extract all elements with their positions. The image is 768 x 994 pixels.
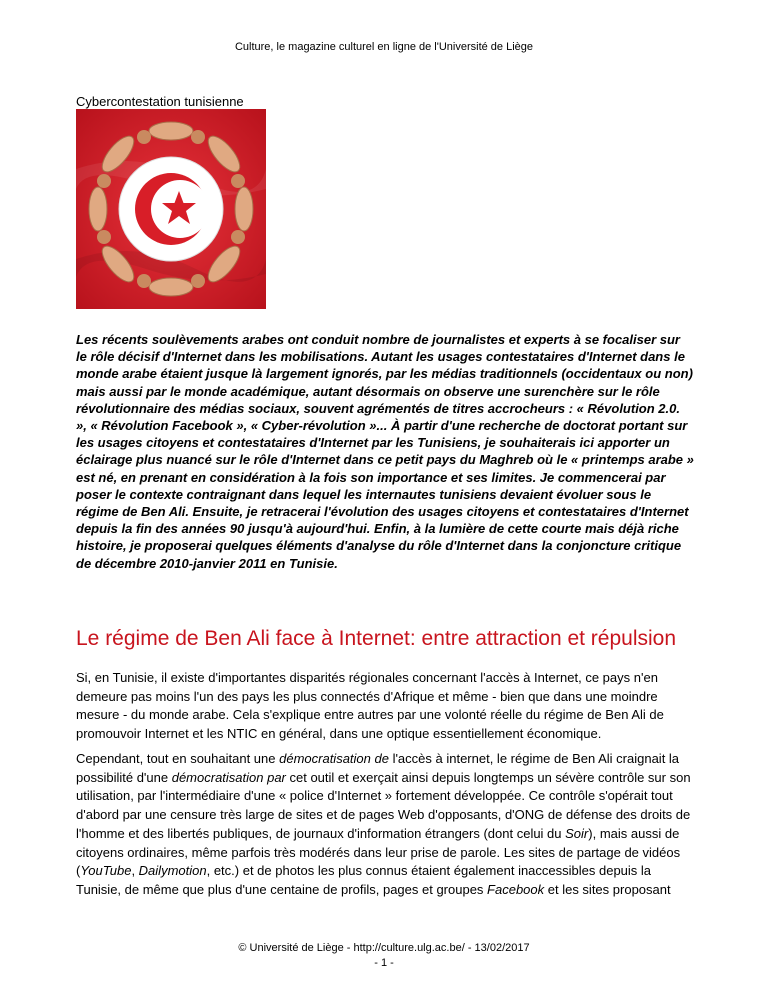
page-footer [0, 941, 768, 970]
p2-emphasis-democratisation-de: démocratisation de [279, 751, 389, 766]
section-heading: Le régime de Ben Ali face à Internet: entre attraction et répulsion [76, 627, 677, 650]
p2-text-e: cet outil et exerçait ainsi depuis longtemps un sévère contrôle sur son utilisation, par l'intermédiaire d'une « police d'Internet » fortement développée. Ce contrôle s'opérait tout d'abord par une censure très large de sites et de pages Web d'opposants, d'ONG de défense des droits de l'homme et des libertés publiques, de journaux d'information étrangers (dont celui du [76, 769, 691, 841]
flag-illustration [76, 109, 266, 309]
footer-page-number: - 1 - [374, 956, 394, 969]
p2-emphasis-youtube: YouTube [80, 863, 132, 879]
p2-emphasis-democratisation-par: démocratisation par [171, 769, 286, 785]
p2-text-k: , etc.) et de photos les plus connus étaient également inaccessibles depuis la Tunisie, de même que plus d'une centaine de profils, pages et groupes [76, 863, 652, 897]
page-header: Culture, le magazine culturel en ligne de l'Université de Liège [234, 41, 534, 53]
p2-text-m: et les sites proposant [544, 881, 671, 897]
p2-text-c: l'accès à internet, le régime de Ben Ali craignait la possibilité d'une [76, 751, 680, 785]
p2-emphasis-dailymotion: Dailymotion [138, 863, 207, 879]
document-title: Cybercontestation tunisienne [76, 94, 244, 109]
tunisia-flag-hands-image [76, 109, 266, 309]
intro-paragraph: Les récents soulèvements arabes ont conduit nombre de journalistes et experts à se focaliser sur le rôle décisif d'Internet dans les mobilisations. Autant les usages contestataires d'Internet dans le monde arabe étaient jusque là largement ignorés, par les médias traditionnels (occidentaux ou non) mais aussi par le monde académique, autant désormais on observe une surenchère sur le rôle révolutionnaire des médias sociaux, souvent agrémentés de titres accrocheurs : « Révolution 2.0. », « Révolution Facebook », « Cyber-révolution »... À partir d'une recherche de doctorat portant sur les usages citoyens et contestataires d'Internet par les Tunisiens, je souhaiterais ici apporter un éclairage plus nuancé sur le rôle d'Internet dans ce petit pays du Maghreb où le « printemps arabe » est né, en prenant en considération à la fois son importance et ses limites. Je commencerai par poser le contexte contraignant dans lequel les internautes tunisiens devaient évoluer sous le régime de Ben Ali. Ensuite, je retracerai l'évolution des usages citoyens et contestataires d'Internet depuis la fin des années 90 jusqu'à aujourd'hui. Enfin, à la lumière de cette courte mais déjà riche histoire, je proposerai quelques éléments d'analyse du rôle d'Internet dans la conjoncture critique de décembre 2010-janvier 2011 en Tunisie. [76, 332, 694, 571]
p2-text-g: ), mais aussi de citoyens ordinaires, même parfois très modérés dans leur prise de parole. Les sites de partage de vidéos ( [76, 825, 681, 879]
p2-text-a: Cependant, tout en souhaitant une [76, 751, 280, 766]
section-paragraph-1: Si, en Tunisie, il existe d'importantes disparités régionales concernant l'accès à Internet, ce pays n'en demeure pas moins l'un des pays les plus connectés d'Afrique et même - bien que dans une moindre mesure - du monde arabe. Cela s'explique entre autres par une volonté réelle du régime de Ben Ali de promouvoir Internet et les NTIC en général, dans une optique essentiellement économique. [76, 670, 664, 742]
footer-copyright: © Université de Liège - http://culture.ulg.ac.be/ - 13/02/2017 [238, 942, 530, 954]
p2-emphasis-soir: Soir [565, 825, 589, 841]
p2-emphasis-facebook: Facebook [487, 881, 545, 897]
p2-text-i: , [131, 863, 139, 879]
section-paragraph-2 [76, 750, 698, 900]
